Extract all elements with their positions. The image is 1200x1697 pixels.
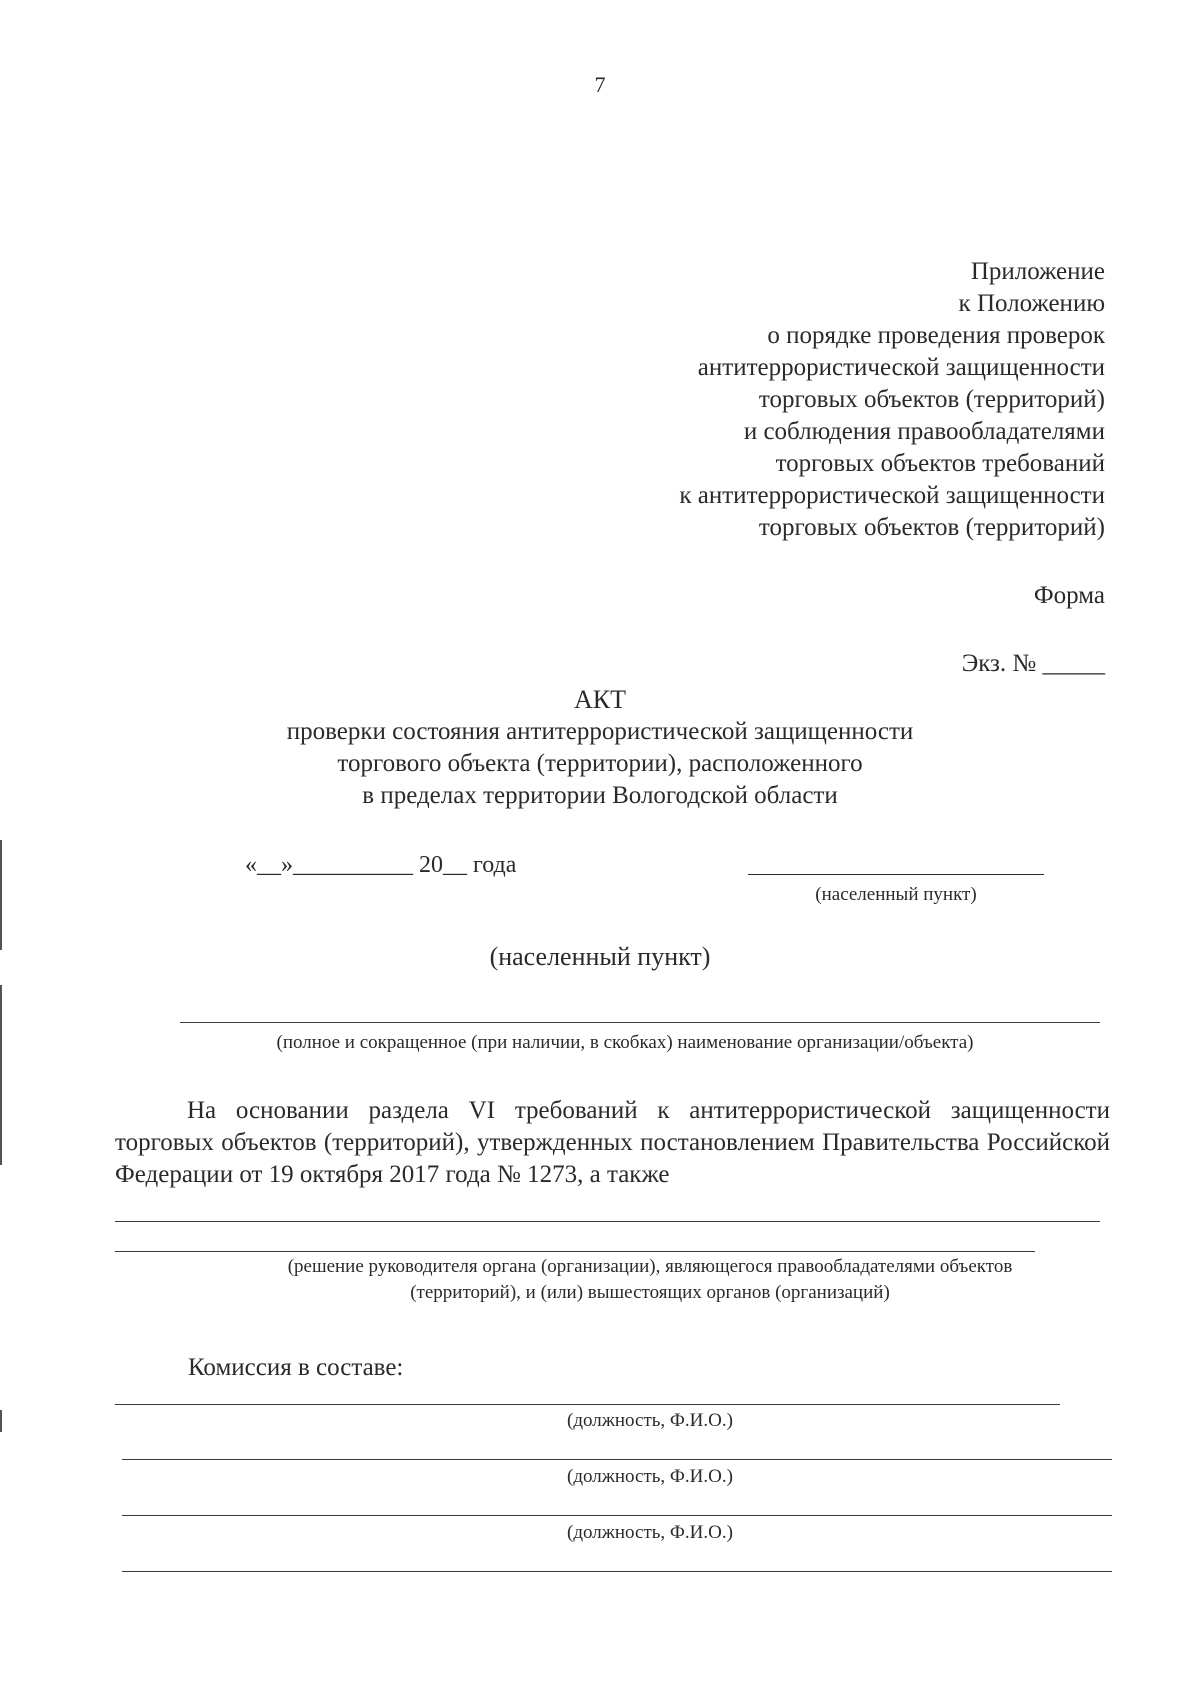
organization-blank-line bbox=[180, 1022, 1100, 1023]
decision-blank-line bbox=[115, 1251, 1035, 1252]
document-title-block bbox=[0, 684, 1200, 812]
appendix-line: и соблюдения правообладателями bbox=[743, 418, 1105, 445]
appendix-block bbox=[679, 256, 1105, 544]
commission-label: Комиссия в составе: bbox=[188, 1354, 404, 1381]
organization-caption: (полное и сокращенное (при наличии, в скобках) наименование организации/объекта) bbox=[276, 1032, 974, 1053]
document-subtitle-line: торгового объекта (территории), расположенного bbox=[337, 750, 863, 777]
appendix-line: Приложение bbox=[970, 258, 1105, 285]
member-caption: (должность, Ф.И.О.) bbox=[567, 1410, 733, 1431]
scan-margin-mark bbox=[0, 1410, 2, 1432]
decision-blank-line bbox=[115, 1221, 1100, 1222]
place-caption-large: (населенный пункт) bbox=[489, 942, 711, 971]
document-subtitle-line: проверки состояния антитеррористической защищенности bbox=[286, 718, 914, 745]
appendix-line: торговых объектов требований bbox=[775, 450, 1105, 477]
member-blank-line bbox=[115, 1404, 1060, 1405]
member-blank-line bbox=[122, 1459, 1112, 1460]
appendix-line: к Положению bbox=[958, 290, 1105, 317]
appendix-line: к антитеррористической защищенности bbox=[679, 482, 1105, 509]
appendix-line: торговых объектов (территорий) bbox=[758, 386, 1105, 413]
scan-margin-mark bbox=[0, 840, 2, 950]
page-number: 7 bbox=[594, 72, 606, 97]
appendix-line: о порядке проведения проверок bbox=[767, 322, 1105, 349]
member-blank-line bbox=[122, 1515, 1112, 1516]
place-blank-line bbox=[748, 874, 1044, 875]
appendix-line: антитеррористической защищенности bbox=[697, 354, 1105, 381]
document-title: АКТ bbox=[574, 685, 626, 714]
date-line: «__»__________ 20__ года bbox=[245, 852, 517, 878]
form-label: Форма bbox=[1033, 582, 1105, 609]
decision-caption-line: (решение руководителя органа (организации), являющегося правообладателями объектов bbox=[287, 1256, 1013, 1277]
basis-paragraph: На основании раздела VI требований к антитеррористической защищенности торговых объектов (территорий), утвержденных постановлением Правительства Российской Федерации от 19 октября 2017 года № 1273, а также bbox=[115, 1097, 1110, 1188]
place-caption: (населенный пункт) bbox=[815, 884, 977, 905]
appendix-line: торговых объектов (территорий) bbox=[758, 514, 1105, 541]
scan-margin-mark bbox=[0, 985, 2, 1165]
document-subtitle-line: в пределах территории Вологодской области bbox=[362, 782, 838, 809]
decision-caption-line: (территорий), и (или) вышестоящих органов (организаций) bbox=[410, 1282, 890, 1303]
member-caption: (должность, Ф.И.О.) bbox=[567, 1522, 733, 1543]
copy-number: Экз. № _____ bbox=[961, 650, 1105, 677]
member-blank-line bbox=[122, 1571, 1112, 1572]
member-caption: (должность, Ф.И.О.) bbox=[567, 1466, 733, 1487]
